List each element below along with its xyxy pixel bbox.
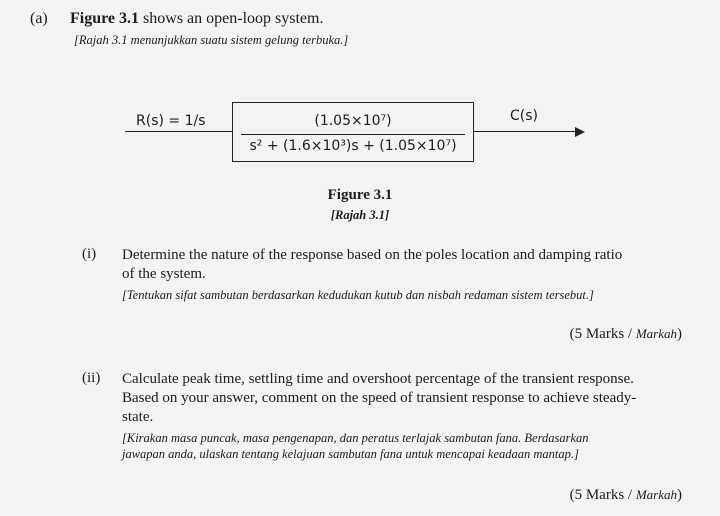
part-ii-translation-line-1: [Kirakan masa puncak, masa pengenapan, dan peratus terlajak sambutan fana. Berdasarkan: [122, 431, 589, 445]
output-arrow-icon: [575, 127, 585, 137]
part-i-marks: [570, 326, 682, 343]
part-ii-line-2: Based on your answer, comment on the speed of transient response to achieve steady-: [122, 390, 637, 406]
part-i-line-1: Determine the nature of the response based on the poles location and damping ratio: [122, 247, 623, 263]
part-ii-label: (ii): [82, 370, 101, 386]
figure-caption-translation: [Rajah 3.1]: [330, 208, 390, 222]
tf-numerator: (1.05×10⁷): [314, 113, 392, 129]
figure-caption: Figure 3.1: [327, 187, 393, 203]
part-i-translation: [Tentukan sifat sambutan berdasarkan kedudukan kutub dan nisbah redaman sistem tersebut.]: [122, 288, 594, 302]
part-i-line-2: of the system.: [122, 266, 206, 282]
input-wire: [125, 131, 232, 132]
part-i-question: [122, 246, 622, 284]
part-i-marks-text: (5 Marks /: [569, 326, 636, 342]
tf-denominator: s² + (1.6×10³)s + (1.05×10⁷): [249, 138, 457, 154]
part-ii-translation: [122, 430, 589, 462]
figure-reference: Figure 3.1: [70, 10, 140, 27]
part-i-label: (i): [82, 246, 97, 262]
question-label: (a): [30, 10, 48, 27]
output-wire: [473, 131, 575, 132]
input-signal-label: R(s) = 1/s: [136, 113, 206, 129]
question-intro-text: shows an open-loop system.: [139, 10, 324, 27]
question-intro: [70, 10, 323, 28]
part-ii-marks-close: ): [677, 487, 682, 503]
output-signal-label: C(s): [510, 108, 538, 124]
part-ii-translation-line-2: jawapan anda, ulaskan tentang kelajuan sambutan fana untuk mencapai keadaan mantap.]: [122, 447, 579, 461]
part-ii-line-1: Calculate peak time, settling time and overshoot percentage of the transient response.: [122, 371, 634, 387]
part-ii-marks-malay: Markah: [635, 487, 677, 502]
fraction-line: [241, 134, 465, 135]
part-ii-question: [122, 370, 636, 427]
part-ii-marks-text: (5 Marks /: [569, 487, 636, 503]
part-i-marks-close: ): [677, 326, 682, 342]
part-ii-marks: [570, 487, 682, 504]
transfer-function-block: [232, 102, 474, 162]
part-ii-line-3: state.: [122, 409, 154, 425]
part-i-marks-malay: Markah: [635, 326, 677, 341]
question-intro-translation: [Rajah 3.1 menunjukkan suatu sistem gelung terbuka.]: [74, 33, 349, 47]
block-diagram: [120, 100, 600, 170]
